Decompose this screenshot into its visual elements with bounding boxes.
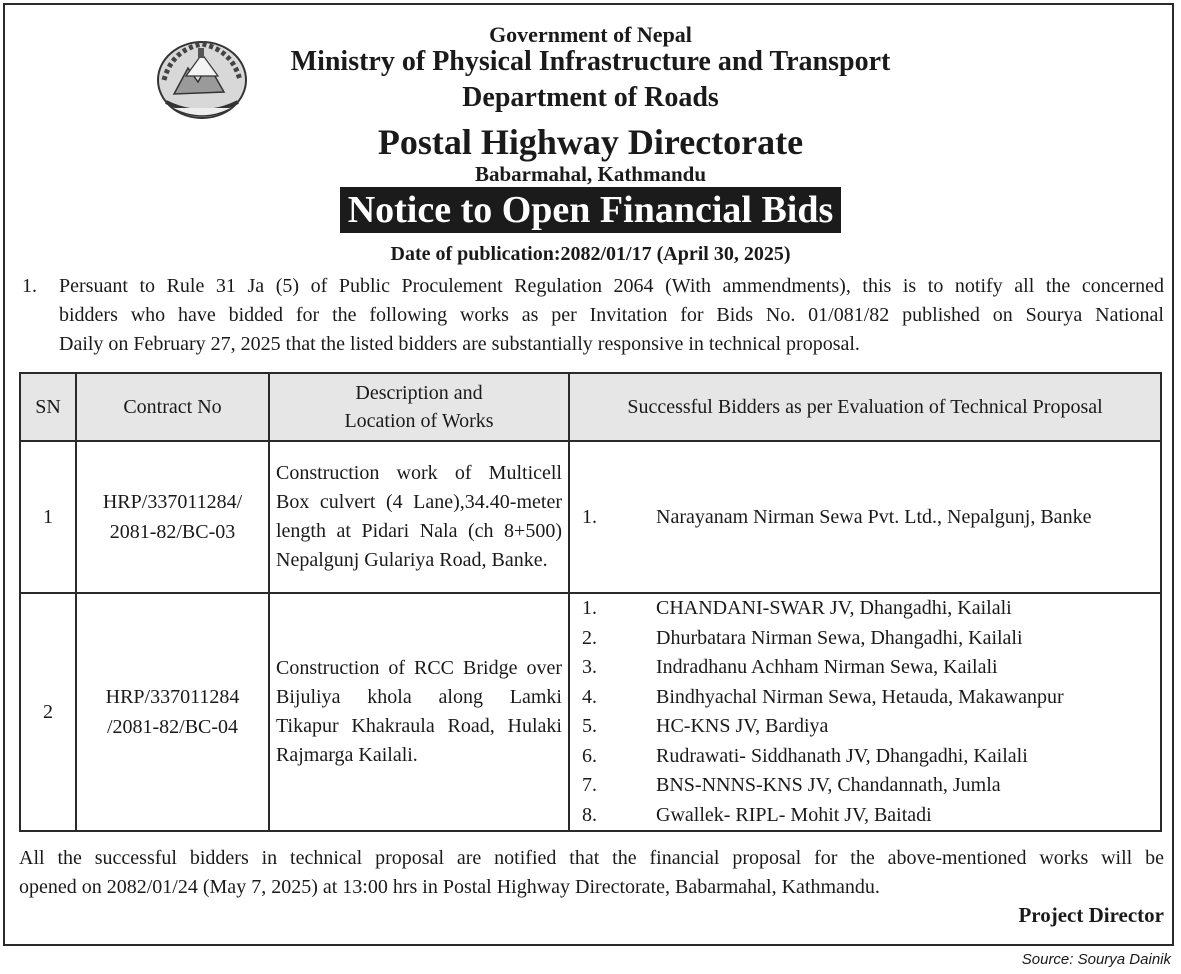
bidder-name: Narayanam Nirman Sewa Pvt. Ltd., Nepalgunj, Banke [656,505,1092,528]
bidder-number: 8. [582,803,597,826]
bidder-name: Indradhanu Achham Nirman Sewa, Kailali [656,656,998,679]
government-name: Government of Nepal [489,22,692,47]
bidder-number: 2. [582,626,597,649]
header-contract-no: Contract No [76,373,269,441]
bidder-name: HC-KNS JV, Bardiya [656,715,829,738]
header-description [269,373,569,441]
row-sn: 2 [20,593,76,831]
footer-line: All the successful bidders in technical proposal are notified that the financial proposal for the above-mentioned works will be [19,847,1164,869]
bidder-name: Dhurbatara Nirman Sewa, Dhangadhi, Kailali [656,626,1023,649]
contract-line: HRP/337011284/ [102,491,243,513]
signatory: Project Director [1018,903,1164,927]
paragraph-line: bidders who have bidded for the following works as per Invitation for Bids No. 01/081/82 published on Sourya National [59,304,1164,326]
bidder-item [570,594,1160,624]
paragraph-line: Persuant to Rule 31 Ja (5) of Public Proculement Regulation 2064 (With ammendments), this is to notify all the concerned [59,275,1164,297]
description-text: Construction work of Multicell Box culvert (4 Lane),34.40-meter length at Pidari Nala (ch 8+500) Nepalgunj Gulariya Road, Banke. [276,462,562,571]
row-contract-no [76,593,269,831]
bidder-number: 1. [582,505,597,528]
bidder-item [570,712,1160,742]
bidder-number: 5. [582,715,597,738]
bidder-number: 6. [582,744,597,767]
header-sn: SN [20,373,76,441]
footer-paragraph [19,844,1164,902]
row-bidders [569,593,1161,831]
directorate-name: Postal Highway Directorate [377,122,804,162]
row-contract-no [76,441,269,593]
row-description [269,593,569,831]
office-address: Babarmahal, Kathmandu [474,162,707,186]
row-description [269,441,569,593]
bidder-item [570,771,1160,801]
bidders-table [19,372,1162,832]
bidder-item [570,624,1160,654]
bidder-name: BNS-NNNS-KNS JV, Chandannath, Jumla [656,774,1001,797]
header-bidders: Successful Bidders as per Evaluation of Technical Proposal [569,373,1161,441]
bidder-name: CHANDANI-SWAR JV, Dhangadhi, Kailali [656,597,1012,620]
row-sn: 1 [20,441,76,593]
notice-title: Notice to Open Financial Bids [340,187,842,233]
header-description-line: Description and [355,382,483,404]
footer-line: opened on 2082/01/24 (May 7, 2025) at 13:00 hrs in Postal Highway Directorate, Babarmahal, Kathmandu. [19,876,880,898]
paragraph-line: Daily on February 27, 2025 that the listed bidders are substantially responsive in technical proposal. [59,333,860,355]
description-text: Construction of RCC Bridge over Bijuliya khola along Lamki Tikapur Khakraula Road, Hulaki Rajmarga Kailali. [276,657,562,766]
bidder-item [570,653,1160,683]
contract-line: /2081-82/BC-04 [106,716,239,738]
bidder-name: Bindhyachal Nirman Sewa, Hetauda, Makawanpur [656,685,1064,708]
contract-line: HRP/337011284 [105,686,240,708]
department-name: Department of Roads [462,82,719,113]
bidder-name: Rudrawati- Siddhanath JV, Dhangadhi, Kailali [656,744,1028,767]
bidder-item [570,502,1160,532]
bidder-number: 1. [582,597,597,620]
bidder-number: 4. [582,685,597,708]
bidder-number: 7. [582,774,597,797]
ministry-name: Ministry of Physical Infrastructure and Transport [290,46,891,77]
table-header-row [20,373,1161,441]
bidder-name: Gwallek- RIPL- Mohit JV, Baitadi [656,803,932,826]
notice-title-banner [0,187,1181,233]
header-description-line: Location of Works [344,410,494,432]
publication-date: Date of publication:2082/01/17 (April 30, 2025) [390,243,791,265]
table-row [20,593,1161,831]
paragraph-number: 1. [22,275,37,297]
bidder-item [570,683,1160,713]
bidder-number: 3. [582,656,597,679]
bidder-item [570,742,1160,772]
bidder-item [570,801,1160,831]
row-bidders [569,441,1161,593]
table-row [20,441,1161,593]
contract-line: 2081-82/BC-03 [109,521,236,543]
source-credit: Source: Sourya Dainik [1021,951,1171,968]
